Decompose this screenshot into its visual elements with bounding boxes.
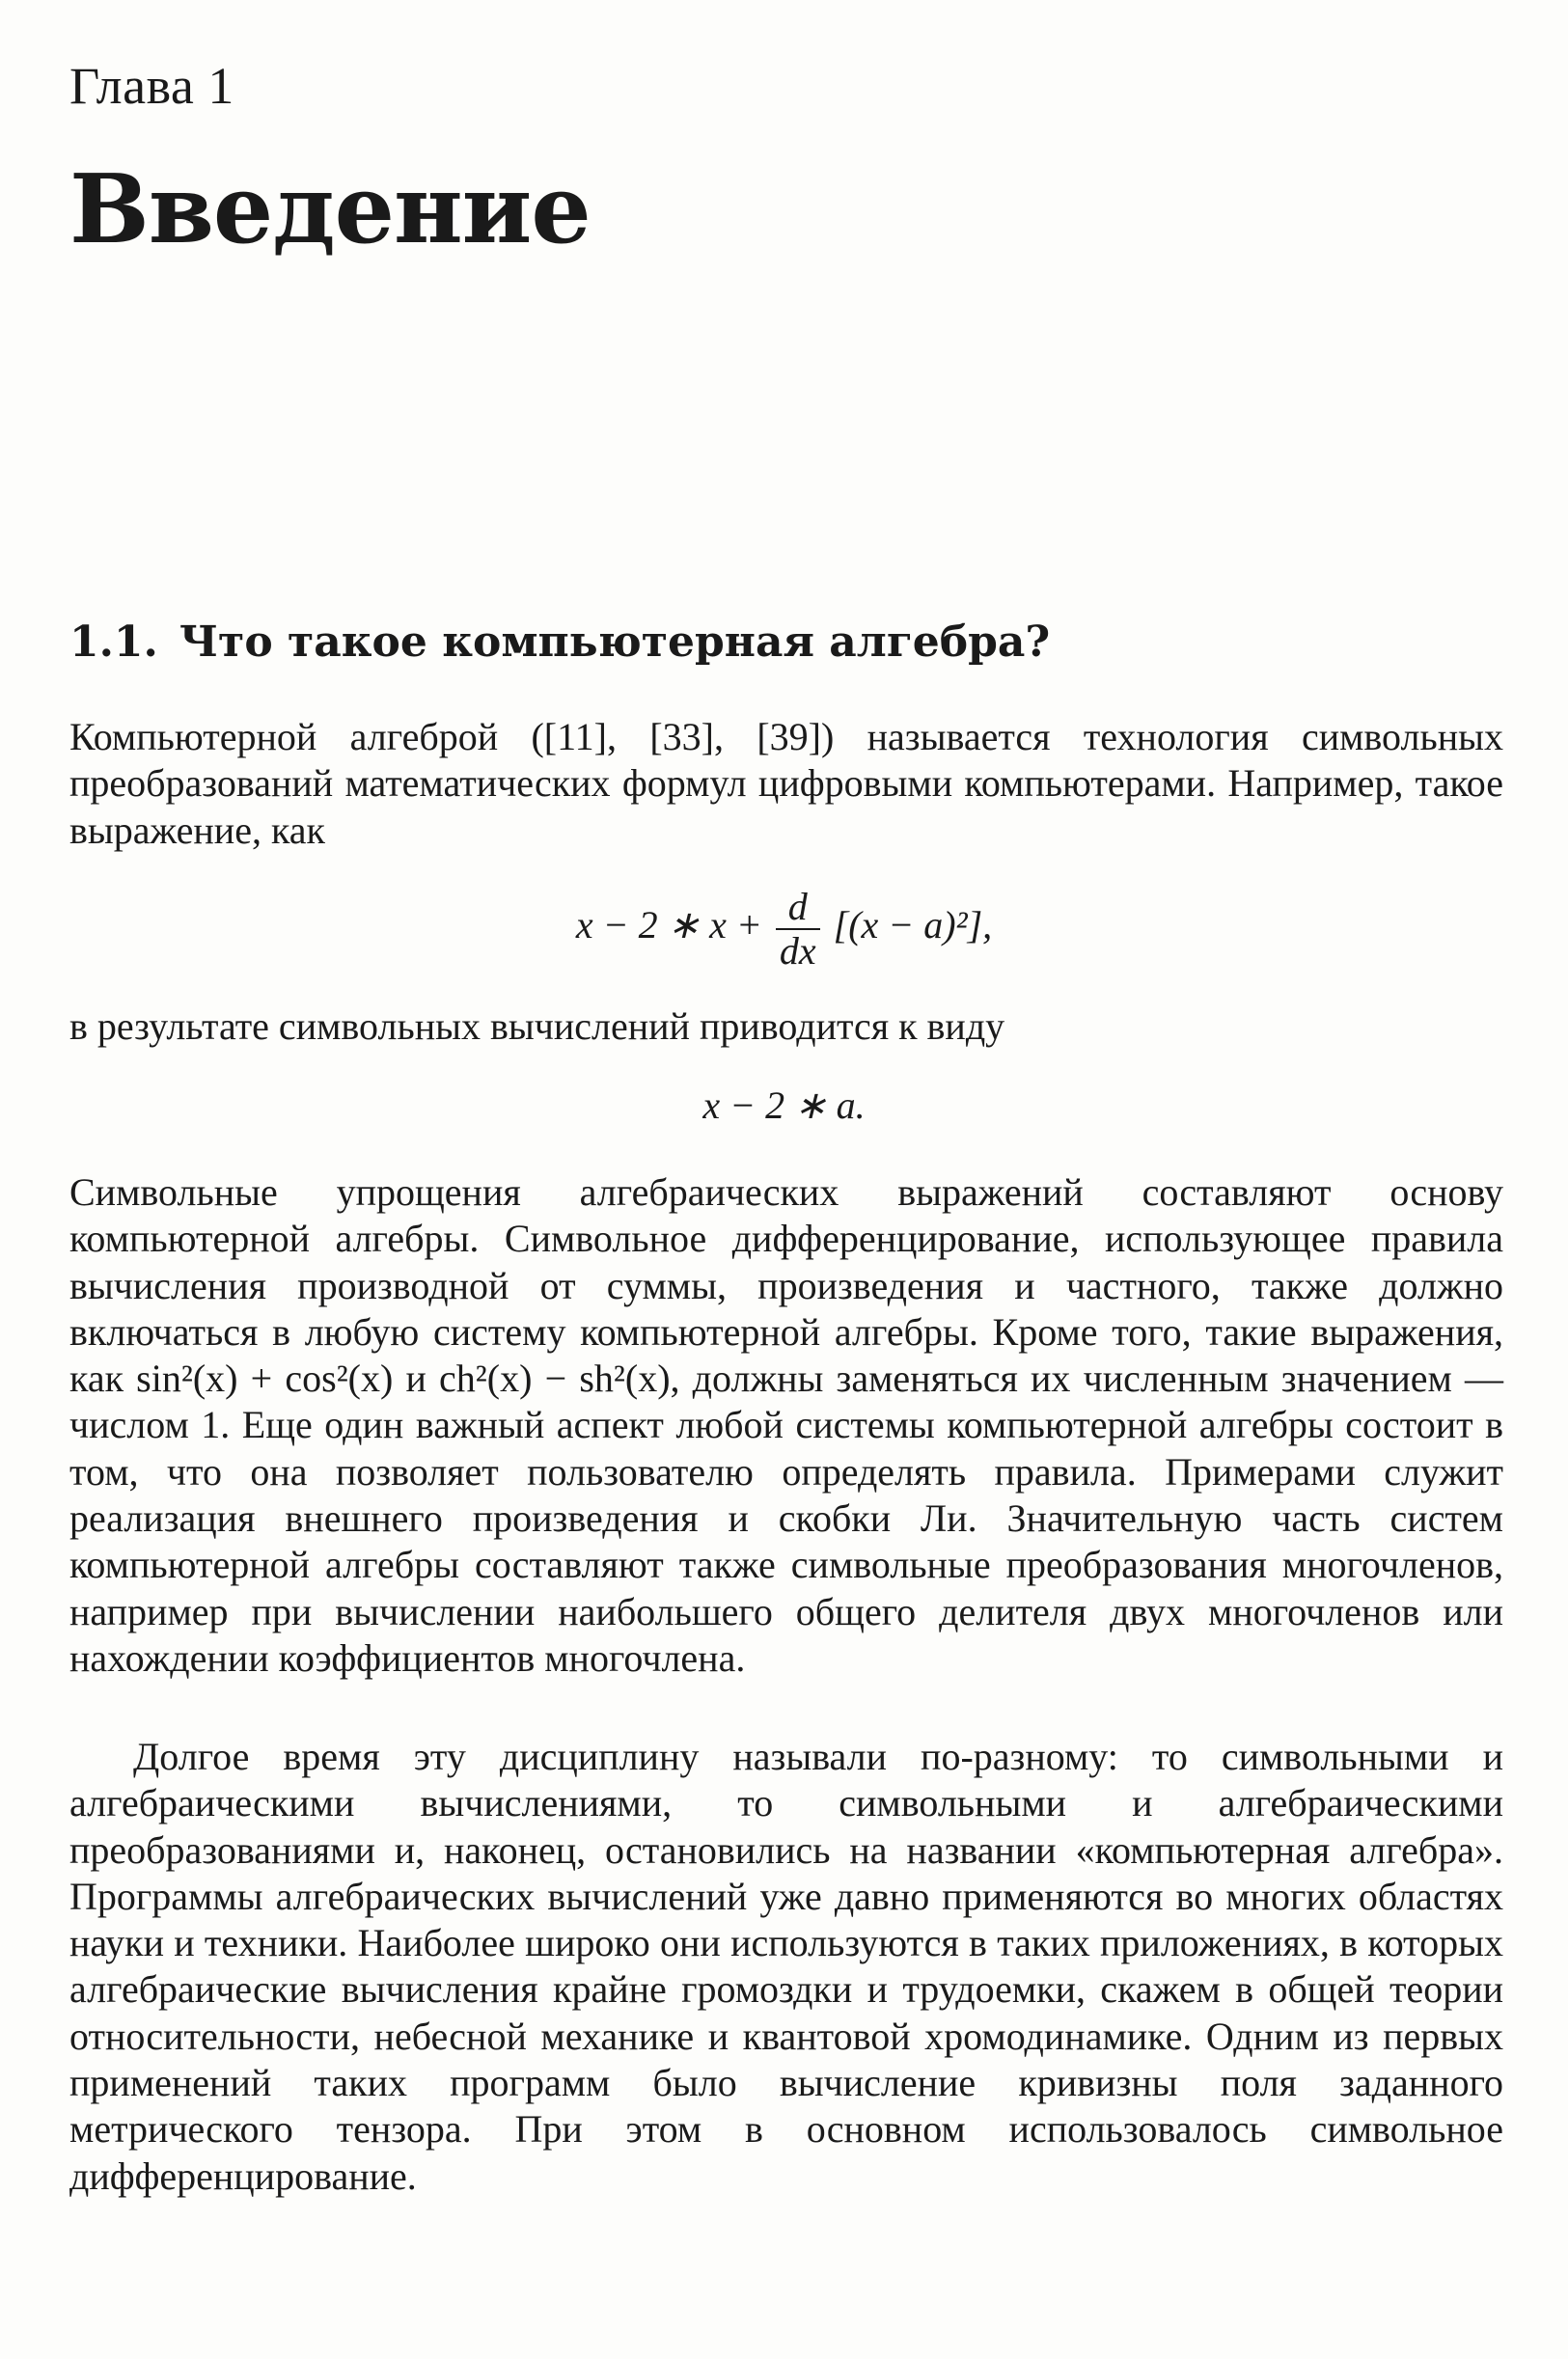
section-number: 1.1.	[69, 617, 158, 667]
section-heading	[69, 617, 1050, 667]
paragraph-3	[69, 1734, 1503, 2200]
fraction-numerator: d	[776, 886, 820, 930]
paragraph-lead-in	[69, 1003, 1503, 1050]
paragraph-2	[69, 1169, 1503, 1682]
section-title: Что такое компьютерная алгебра?	[179, 617, 1051, 667]
paragraph-intro	[69, 714, 1503, 854]
formula-1-right: [(x − a)²],	[833, 903, 993, 947]
paragraph-lead-in-text: в результате символьных вычислений приводится к виду	[69, 1004, 1005, 1048]
formula-1-left: x − 2 ∗ x +	[575, 903, 762, 947]
formula-derivative	[0, 886, 1568, 973]
formula-1-fraction	[776, 886, 820, 973]
paragraph-intro-text: Компьютерной алгеброй ([11], [33], [39]) называется технология символьных преобразований математических формул цифровыми компьютерами. Например, такое выражение, как	[69, 715, 1503, 852]
paragraph-3-text: Долгое время эту дисциплину называли по-разному: то символьными и алгебраическими вычислениями, то символьными и алгебраическими преобразованиями и, наконец, остановились на названии «компьютерная алгебра». Программы алгебраических вычислений уже давно применяются во многих областях науки и техники. Наиболее широко они используются в таких приложениях, в которых алгебраические вычисления крайне громоздки и трудоемки, скажем в общей теории относительности, небесной механике и квантовой хромодинамике. Одним из первых применений таких программ было вычисление кривизны поля заданного метрического тензора. При этом в основном использовалось символьное дифференцирование.	[69, 1735, 1503, 2198]
fraction-denominator: dx	[779, 929, 816, 973]
chapter-label: Глава 1	[69, 57, 234, 115]
formula-2-text: x − 2 ∗ a.	[702, 1083, 866, 1127]
formula-result	[0, 1083, 1568, 1128]
paragraph-2-text: Символьные упрощения алгебраических выражений составляют основу компьютерной алгебры. Символьное дифференцирование, использующее правила вычисления производной от суммы, произведения и частного, также должно включаться в любую систему компьютерной алгебры. Кроме того, такие выражения, как sin²(x) + cos²(x) и ch²(x) − sh²(x), должны заменяться их численным значением — числом 1. Еще один важный аспект любой системы компьютерной алгебры состоит в том, что она позволяет пользователю определять правила. Примерами служит реализация внешнего произведения и скобки Ли. Значительную часть систем компьютерной алгебры составляют также символьные преобразования многочленов, например при вычислении наибольшего общего делителя двух многочленов или нахождении коэффициентов многочлена.	[69, 1170, 1503, 1680]
chapter-title: Введение	[69, 154, 591, 265]
